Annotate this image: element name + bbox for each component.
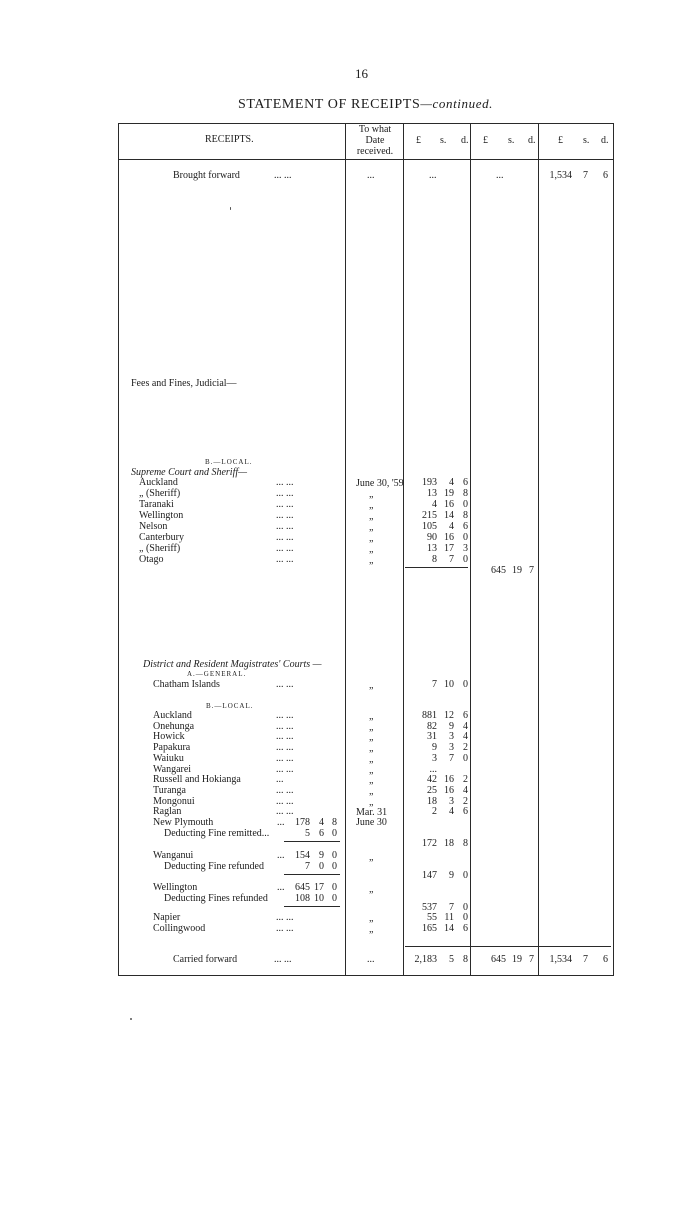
header-receipts: RECEIPTS. [205,134,254,145]
new-plymouth-deduct: Deducting Fine remitted... [164,828,270,839]
new-plymouth-a-shillings: 4 [319,817,324,828]
chatham-name: Chatham Islands [153,679,220,690]
header-col1-pence: d. [461,135,469,146]
supreme-row-name: Auckland [139,477,178,488]
wellington-b-pounds: 108 [295,893,310,904]
brought-forward-label: Brought forward [173,170,240,181]
supreme-subtotal-rule [405,567,468,568]
supreme-row-date: „ [369,522,374,533]
supreme-row-pence: 3 [463,543,468,554]
district-tail-row-date: „ [369,913,374,924]
brought-forward-col1: ... [429,170,437,181]
supreme-row-pence: 6 [463,521,468,532]
table-bottom-rule [118,975,614,976]
supreme-row-pounds: 105 [422,521,437,532]
district-heading: District and Resident Magistrates' Courts — [143,659,322,670]
district-row-shillings: 9 [449,720,454,732]
brought-forward-leader: ... ... [274,170,292,181]
district-row-pence: 4 [463,731,468,743]
district-row-pounds: 3 [432,752,437,764]
new-plymouth-a-pounds: 178 [295,817,310,828]
district-row-dots: ... [276,774,284,786]
brought-forward-col2: ... [496,170,504,181]
carried-forward-col1-shillings: 5 [449,954,454,965]
wanganui-dots: ... [277,850,285,861]
district-row-pence: 2 [463,774,468,786]
brought-forward-total-pence: 6 [603,170,608,181]
district-local-label: B.—LOCAL. [206,702,254,710]
district-row-pence: 6 [463,806,468,818]
supreme-row-name: „ (Sheriff) [139,543,181,554]
district-row-date: „ [369,796,374,808]
new-plymouth-net-pence: 8 [463,838,468,849]
col-rule-receipts [345,123,346,976]
district-row-dots: ... ... [276,763,294,775]
district-row-date: „ [369,711,374,722]
header-col1-pounds: £ [416,135,421,146]
supreme-row-date: „ [369,489,374,500]
new-plymouth-dots: ... [277,817,285,828]
supreme-subtotal-pounds: 645 [491,565,506,576]
supreme-row-shillings: 7 [449,554,454,565]
district-row-shillings: 7 [449,752,454,764]
wellington-net-pence: 0 [463,902,468,913]
district-row-shillings: 4 [449,806,454,818]
supreme-row-date: „ [369,544,374,555]
supreme-row-shillings: 14 [444,510,454,521]
carried-forward-col2-pence: 7 [529,954,534,965]
wellington-net-pounds: 537 [422,902,437,913]
col-rule-left [118,123,119,976]
supreme-row-pence: 6 [463,477,468,488]
new-plymouth-net-shillings: 18 [444,838,454,849]
wanganui-a-pounds: 154 [295,850,310,861]
col-rule-money1 [470,123,471,976]
col-rule-date [403,123,404,976]
supreme-row-dots: ... ... [276,532,294,543]
district-tail-row-dots: ... ... [276,912,294,923]
wanganui-net-pence: 0 [463,870,468,881]
supreme-row-dots: ... ... [276,521,294,532]
header-col2-pounds: £ [483,135,488,146]
header-date [350,124,400,157]
wanganui-a-shillings: 9 [319,850,324,861]
header-date-line3: received. [356,146,394,157]
page-number: 16 [355,66,368,81]
header-col2-shillings: s. [508,135,515,146]
supreme-row-shillings: 4 [449,521,454,532]
district-tail-row-dots: ... ... [276,923,294,934]
district-row-shillings: 3 [449,731,454,743]
district-row-pounds: 42 [427,774,437,786]
chatham-date: „ [369,680,374,691]
carried-forward-col1-pounds: 2,183 [414,954,437,965]
wellington-dots: ... [277,882,285,893]
district-row-dots: ... ... [276,784,294,796]
carried-forward-total-pence: 6 [603,954,608,965]
district-row-name: Onehunga [153,720,195,732]
carried-forward-top-rule [405,946,611,947]
wanganui-b-pounds: 7 [305,861,310,872]
brought-forward-total-shillings: 7 [583,170,588,181]
district-row-dots: ... ... [276,752,294,764]
supreme-row-dots: ... ... [276,510,294,521]
supreme-row-pounds: 13 [427,488,437,499]
supreme-row-date: June 30, '59 [356,478,404,489]
district-row-date: Mar. 31 [356,807,388,819]
wellington-b-pence: 0 [332,893,337,904]
supreme-row-name: Taranaki [139,499,174,510]
district-row-dots: ... ... [276,795,294,807]
header-col3-shillings: s. [583,135,590,146]
district-row-pounds: 82 [427,720,437,732]
page-title-main: STATEMENT OF RECEIPTS [238,97,421,112]
district-row-pence: 6 [463,710,468,721]
print-speck [230,207,231,210]
district-row-name: Turanga [153,784,186,796]
supreme-row-shillings: 4 [449,477,454,488]
carried-forward-leader: ... ... [274,954,292,965]
district-row-dots: ... ... [276,731,294,743]
new-plymouth-date: June 30 [356,817,387,828]
supreme-row-date: „ [369,500,374,511]
wellington-date: „ [369,884,374,895]
new-plymouth-b-shillings: 6 [319,828,324,839]
district-row-shillings: 3 [449,795,454,807]
supreme-row-pence: 0 [463,499,468,510]
wanganui-deduct: Deducting Fine refunded [164,861,264,872]
supreme-row-shillings: 16 [444,499,454,510]
col-rule-right [613,123,614,976]
district-row-shillings: 3 [449,742,454,754]
district-row-pence: 4 [463,784,468,796]
wellington-rule [284,906,340,907]
wellington-b-shillings: 10 [314,893,324,904]
wellington-net-shillings: 7 [449,902,454,913]
supreme-row-pence: 8 [463,488,468,499]
district-row-name: Howick [153,731,185,743]
district-tail-row-shillings: 14 [444,923,454,934]
page-title-suffix: —continued. [420,96,494,111]
carried-forward-date: ... [367,954,375,965]
carried-forward-col2-pounds: 645 [491,954,506,965]
district-row-date: „ [369,775,374,787]
brought-forward-total-pounds: 1,534 [549,170,572,181]
col-rule-money2 [538,123,539,976]
wanganui-net-pounds: 147 [422,870,437,881]
wanganui-net-shillings: 9 [449,870,454,881]
header-col3-pence: d. [601,135,609,146]
supreme-row-pounds: 215 [422,510,437,521]
header-date-line1: To what [358,124,392,135]
district-row-dots: ... ... [276,742,294,754]
wanganui-a-pence: 0 [332,850,337,861]
header-col1-shillings: s. [440,135,447,146]
chatham-pence: 0 [463,679,468,690]
supreme-subtotal-shillings: 19 [512,565,522,576]
wellington-a-shillings: 17 [314,882,324,893]
header-bottom-rule [118,159,614,160]
district-row-pence: 2 [463,742,468,754]
carried-forward-total-pounds: 1,534 [549,954,572,965]
supreme-row-pounds: 90 [427,532,437,543]
supreme-row-pounds: 193 [422,477,437,488]
district-row-dots: ... ... [276,806,294,818]
carried-forward-label: Carried forward [173,954,238,965]
wellington-a-pence: 0 [332,882,337,893]
district-tail-row-name: Collingwood [153,923,206,934]
carried-forward-col2-shillings: 19 [512,954,522,965]
header-date-line2: Date [365,135,385,146]
brought-forward-date: ... [367,170,375,181]
district-row-shillings: 12 [444,710,454,721]
new-plymouth-b-pounds: 5 [305,828,310,839]
page-title [238,96,493,113]
district-row-shillings: 16 [444,774,454,786]
supreme-row-pence: 0 [463,554,468,565]
wellington-deduct: Deducting Fines refunded [164,893,268,904]
district-row-pounds: 9 [432,742,437,754]
new-plymouth-a-pence: 8 [332,817,337,828]
wellington-a-pounds: 645 [295,882,310,893]
district-tail-row-pence: 6 [463,923,468,934]
supreme-row-shillings: 17 [444,543,454,554]
supreme-row-date: „ [369,533,374,544]
district-row-date: „ [369,732,374,744]
supreme-row-dots: ... ... [276,477,294,488]
supreme-local-label: B.—LOCAL. [205,458,253,466]
supreme-row-pence: 8 [463,510,468,521]
print-speck [130,1018,132,1020]
supreme-row-pounds: 4 [432,499,437,510]
supreme-row-dots: ... ... [276,488,294,499]
district-row-pounds: 2 [432,806,437,818]
header-col3-pounds: £ [558,135,563,146]
district-row-pounds: 25 [427,784,437,796]
supreme-row-name: Canterbury [139,532,184,543]
new-plymouth-net-pounds: 172 [422,838,437,849]
new-plymouth-b-pence: 0 [332,828,337,839]
district-tail-row-pounds: 55 [427,912,437,923]
district-row-date: „ [369,721,374,733]
supreme-row-dots: ... ... [276,543,294,554]
supreme-row-name: „ (Sheriff) [139,488,181,499]
supreme-subtotal-pence: 7 [529,565,534,576]
chatham-shillings: 10 [444,679,454,690]
supreme-row-date: „ [369,555,374,566]
district-row-date: „ [369,743,374,755]
fees-fines-heading: Fees and Fines, Judicial— [131,378,237,389]
district-row-date: „ [369,785,374,797]
district-tail-row-shillings: 11 [444,912,454,923]
district-row-name: Waiuku [153,752,184,764]
supreme-row-pounds: 13 [427,543,437,554]
district-row-name: Wangarei [153,763,192,775]
district-row-name: Papakura [153,742,191,754]
district-tail-row-pence: 0 [463,912,468,923]
supreme-row-pence: 0 [463,532,468,543]
district-row-pence: 2 [463,795,468,807]
supreme-row-date: „ [369,511,374,522]
supreme-row-name: Wellington [139,510,184,521]
new-plymouth-name: New Plymouth [153,817,214,828]
district-row-pounds: 31 [427,731,437,743]
carried-forward-total-shillings: 7 [583,954,588,965]
wanganui-name: Wanganui [153,850,194,861]
wanganui-b-pence: 0 [332,861,337,872]
district-row-pounds: ... [429,763,437,775]
district-row-name: Russell and Hokianga [153,774,241,786]
supreme-row-shillings: 16 [444,532,454,543]
district-tail-row-date: „ [369,924,374,935]
supreme-row-dots: ... ... [276,554,294,565]
district-row-date: „ [369,753,374,765]
district-row-name: Auckland [153,710,192,721]
district-row-date: „ [369,764,374,776]
district-row-dots: ... ... [276,710,294,721]
wellington-name: Wellington [153,882,198,893]
district-row-pence: 4 [463,720,468,732]
district-general-label: A.—GENERAL. [187,670,247,678]
new-plymouth-rule [284,841,340,842]
chatham-pounds: 7 [432,679,437,690]
district-row-shillings: 16 [444,784,454,796]
wanganui-b-shillings: 0 [319,861,324,872]
district-tail-row-name: Napier [153,912,181,923]
district-row-name: Raglan [153,806,182,818]
supreme-row-name: Nelson [139,521,168,532]
district-row-dots: ... ... [276,720,294,732]
wanganui-rule [284,874,340,875]
wanganui-date: „ [369,852,374,863]
district-tail-row-pounds: 165 [422,923,437,934]
supreme-row-pounds: 8 [432,554,437,565]
chatham-dots: ... ... [276,679,294,690]
district-row-pounds: 18 [427,795,437,807]
district-row-name: Mongonui [153,795,195,807]
carried-forward-col1-pence: 8 [463,954,468,965]
supreme-row-name: Otago [139,554,164,565]
district-row-pence: 0 [463,752,468,764]
supreme-row-shillings: 19 [444,488,454,499]
district-row-pounds: 881 [422,710,437,721]
header-col2-pence: d. [528,135,536,146]
supreme-heading: Supreme Court and Sheriff— [131,467,248,478]
supreme-row-dots: ... ... [276,499,294,510]
